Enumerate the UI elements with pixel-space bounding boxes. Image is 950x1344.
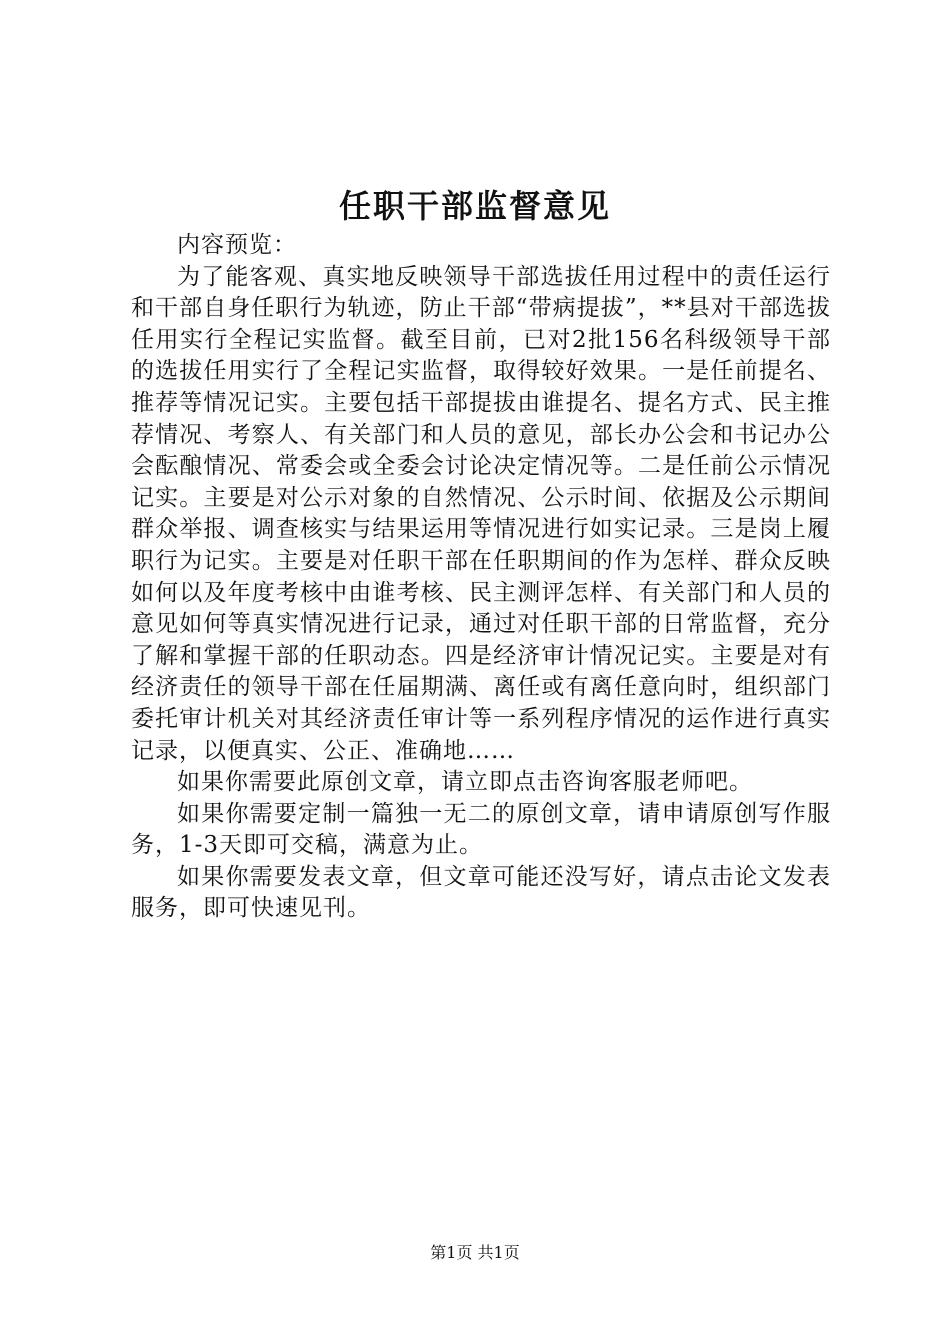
promo-paragraph-publish: 如果你需要发表文章，但文章可能还没写好，请点击论文发表服务，即可快速见刊。 xyxy=(131,863,831,922)
page-number-footer: 第1页 共1页 xyxy=(430,1243,520,1262)
document-title: 任职干部监督意见 xyxy=(338,187,611,225)
body-paragraph: 为了能客观、真实地反映领导干部选拔任用过程中的责任运行和干部自身任职行为轨迹，防止干部“带病提拔”，**县对干部选拔任用实行全程记实监督。截至目前，已对2批156名科级领导干部的选拔任用实行了全程记实监督，取得较好效果。一是任前提名、推荐等情况记实。主要包括干部提拔由谁提名、提名方式、民主推荐情况、考察人、有关部门和人员的意见，部长办公会和书记办公会酝酿情况、常委会或全委会讨论决定情况等。二是任前公示情况记实。主要是对公示对象的自然情况、公示时间、依据及公示期间群众举报、调查核实与结果运用等情况进行如实记录。三是岗上履职行为记实。主要是对任职干部在任职期间的作为怎样、群众反映如何以及年度考核中由谁考核、民主测评怎样、有关部门和人员的意见如何等真实情况进行记录，通过对任职干部的日常监督，充分了解和掌握干部的任职动态。四是经济审计情况记实。主要是对有经济责任的领导干部在任届期满、离任或有离任意向时，组织部门委托审计机关对其经济责任审计等一系列程序情况的运作进行真实记录，以便真实、公正、准确地…… xyxy=(131,263,831,764)
preview-label: 内容预览： xyxy=(177,232,297,258)
document-content xyxy=(131,230,831,925)
promo-paragraph-original: 如果你需要此原创文章，请立即点击咨询客服老师吧。 xyxy=(177,769,753,796)
promo-paragraph-custom: 如果你需要定制一篇独一无二的原创文章，请申请原创写作服务，1-3天即可交稿，满意为止。 xyxy=(131,800,831,859)
